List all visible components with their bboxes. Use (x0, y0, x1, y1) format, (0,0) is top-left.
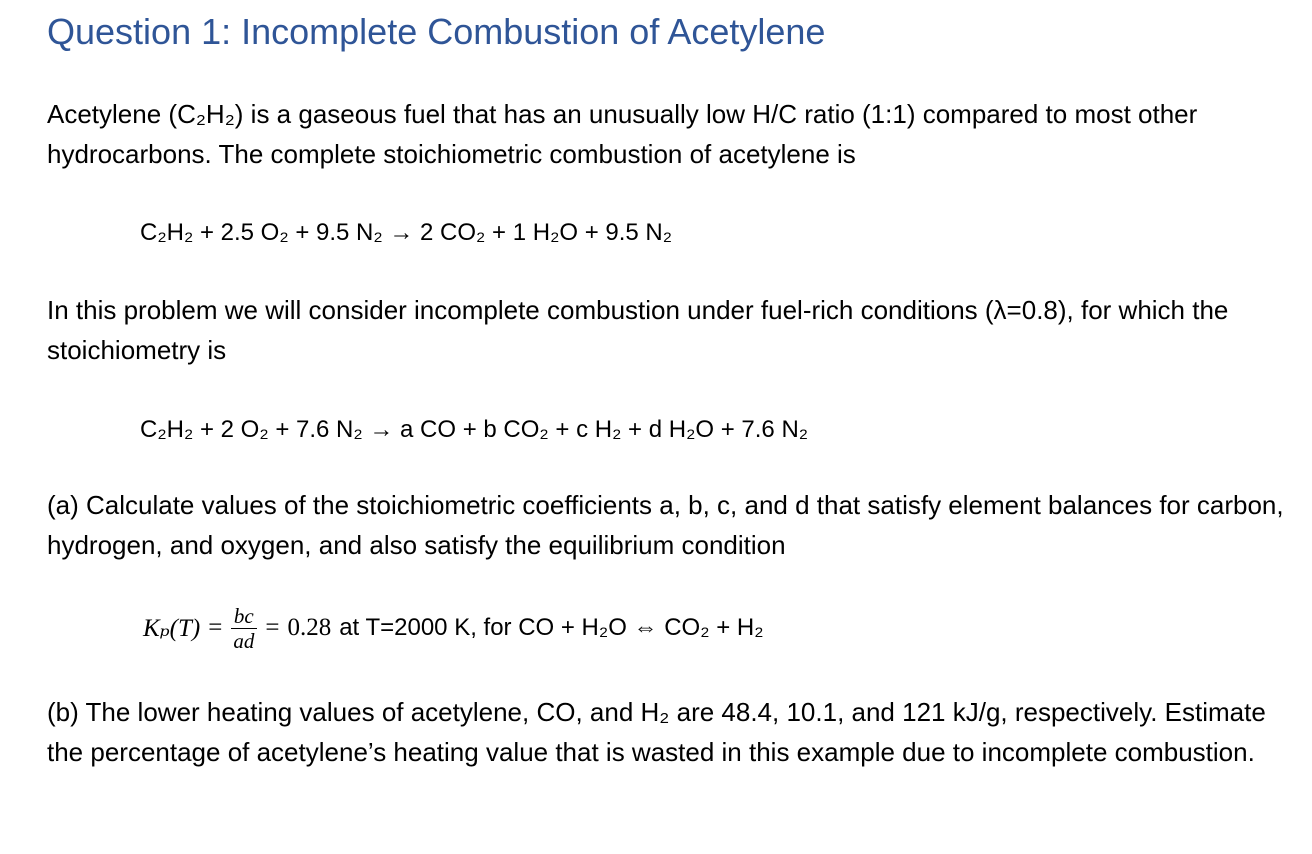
equilibrium-lhs: Kₚ(T) (143, 615, 201, 642)
question-title: Question 1: Incomplete Combustion of Acetylene (47, 11, 826, 52)
equilibrium-value: 0.28 (287, 614, 332, 641)
equals-sign: = (208, 614, 223, 641)
part-a-paragraph: (a) Calculate values of the stoichiometric coefficients a, b, c, and d that satisfy element balances for carbon, hydrogen, and oxygen, and also satisfy the equilibrium condition (47, 490, 1284, 560)
part-b-paragraph: (b) The lower heating values of acetylene, CO, and H₂ are 48.4, 10.1, and 121 kJ/g, respectively. Estimate the percentage of acetylene’s heating value that is wasted in this example due to incomplete combustion. (47, 697, 1266, 767)
incomplete-combustion-equation: C₂H₂ + 2 O₂ + 7.6 N₂ → a CO + b CO₂ + c H₂ + d H₂O + 7.6 N₂ (140, 416, 809, 443)
fuel-rich-paragraph: In this problem we will consider incomplete combustion under fuel-rich conditions (λ=0.8), for which the stoichiometry is (47, 295, 1229, 365)
complete-combustion-equation: C₂H₂ + 2.5 O₂ + 9.5 N₂ → 2 CO₂ + 1 H₂O + 9.5 N₂ (140, 219, 673, 246)
equilibrium-fraction (230, 605, 257, 652)
equals-sign-2: = (265, 614, 280, 641)
equilibrium-condition (143, 598, 764, 658)
intro-paragraph: Acetylene (C₂H₂) is a gaseous fuel that has an unusually low H/C ratio (1:1) compared to most other hydrocarbons. The complete stoichiometric combustion of acetylene is (47, 99, 1198, 169)
equilibrium-condition-text: at T=2000 K, for CO + H₂O ⇔ CO₂ + H₂ (339, 614, 764, 641)
fraction-numerator: bc (231, 605, 257, 629)
fraction-denominator: ad (233, 628, 255, 653)
